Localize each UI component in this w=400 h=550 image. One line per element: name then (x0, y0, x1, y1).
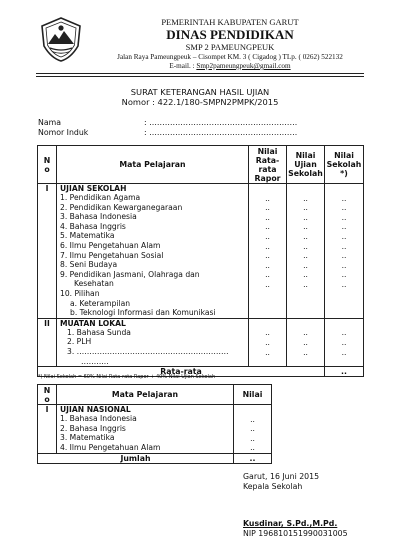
document-title: SURAT KETERANGAN HASIL UJIAN (130, 87, 270, 97)
letterhead-rule-thick (36, 73, 364, 74)
section2-school-values: .. .. .. (325, 318, 364, 366)
table2-header-score: Nilai (234, 385, 272, 405)
table1-section-2 (38, 318, 364, 366)
list-item: 2. Pendidikan Kewarganegaraan (60, 202, 183, 212)
table2-header-subject: Mata Pelajaran (57, 385, 234, 405)
table2-total-row (38, 453, 272, 463)
table1-header-exam: Nilai Ujian Sekolah (287, 146, 325, 184)
table1-total-label: Rata-rata (38, 367, 325, 377)
section1-no: I (38, 184, 57, 319)
list-item: 5. Matematika (60, 231, 115, 241)
section2-report-values: .. .. .. (249, 318, 287, 366)
section2-list (57, 328, 248, 366)
list-item: 6. Ilmu Pengetahuan Alam (60, 240, 161, 250)
list-item: 9. Pendidikan Jasmani, Olahraga dan (60, 269, 200, 279)
section1-subjects (57, 184, 249, 319)
table1-total-value: .. (325, 367, 364, 377)
table2-header-row (38, 385, 272, 405)
list-item: 1. Pendidikan Agama (60, 193, 141, 202)
table2-total-value: .. (234, 453, 272, 463)
section1-list (57, 193, 248, 318)
signature-position: Kepala Sekolah (243, 482, 303, 491)
letterhead-email-line (60, 62, 400, 70)
letterhead-department: DINAS PENDIDIKAN (166, 27, 294, 42)
list-item: 4. Ilmu Pengetahuan Alam (60, 442, 161, 452)
signature-nip: NIP 196810151990031005 (243, 529, 348, 538)
identity-name-row (38, 118, 298, 127)
section1-school-values: .. .. .. .. .. .. .. .. .. .. (325, 184, 364, 319)
nis-label: Nomor Induk (38, 128, 89, 137)
table2-total-label: Jumlah (38, 453, 234, 463)
section1-report-values: .. .. .. .. .. .. .. .. .. .. (249, 184, 287, 319)
list-item: ……….. (81, 356, 109, 366)
list-item: 3. …………………………………………………… (67, 346, 229, 356)
email-label: E-mail. : (169, 62, 195, 70)
table2-section-no: I (38, 405, 57, 454)
table2-score-values: .. .. .. .. (234, 405, 272, 454)
table2-subjects (57, 405, 234, 454)
name-label: Nama (38, 118, 61, 127)
table1-section-1 (38, 184, 364, 319)
section2-no: II (38, 318, 57, 366)
table1-header-report: Nilai Rata-rata Rapor (249, 146, 287, 184)
letterhead-school: SMP 2 PAMEUNGPEUK (185, 42, 275, 52)
signature-name: Kusdinar, S.Pd.,M.Pd. (243, 519, 338, 528)
table2-section (38, 405, 272, 454)
school-exam-table (37, 145, 364, 377)
table2-section-title: UJIAN NASIONAL (60, 405, 131, 414)
section1-exam-values: .. .. .. .. .. .. .. .. .. .. (287, 184, 325, 319)
list-item: 10. Pilihan (60, 288, 100, 298)
list-item: a. Keterampilan (70, 298, 131, 308)
list-item: 3. Matematika (60, 433, 115, 443)
table1-header-school: Nilai Sekolah *) (325, 146, 364, 184)
list-item: 4. Bahasa Inggris (60, 221, 126, 231)
name-value: : ………………………………………………… (144, 118, 298, 127)
list-item: 2. PLH (67, 337, 92, 347)
section2-exam-values: .. .. .. (287, 318, 325, 366)
list-item: Kesehatan (74, 279, 114, 289)
document-number: Nomor : 422.1/180-SMPN2PMPK/2015 (121, 97, 279, 107)
table2-list (57, 414, 233, 452)
letterhead-government: PEMERINTAH KABUPATEN GARUT (161, 17, 299, 27)
list-item: 1. Bahasa Sunda (67, 327, 131, 337)
section1-title: UJIAN SEKOLAH (60, 184, 127, 193)
school-score-note: *) Nilai Sekolah = 60% Nilai Rata-rata Rapor + 40% Nilai Ujian Sekolah (38, 374, 216, 380)
list-item: 7. Ilmu Pengetahuan Sosial (60, 250, 164, 260)
table2-header-no: No (38, 385, 57, 405)
nis-value: : ………………………………………………… (144, 128, 298, 137)
table1-header-no: No (38, 146, 57, 184)
national-exam-table (37, 384, 272, 464)
letterhead-address: Jalan Raya Pameungpeuk – Cisompet KM. 3 ( Cigadog ) TLp. ( 0262) 522132 (117, 53, 343, 61)
letterhead-rule-thin (36, 76, 364, 77)
identity-nis-row (38, 128, 298, 137)
list-item: b. Teknologi Informasi dan Komunikasi (70, 308, 216, 318)
table1-header-subject: Mata Pelajaran (57, 146, 249, 184)
list-item: 1. Bahasa Indonesia (60, 414, 137, 423)
list-item: 2. Bahasa Inggris (60, 423, 126, 433)
list-item: 3. Bahasa Indonesia (60, 212, 137, 222)
section2-subjects (57, 318, 249, 366)
table1-header-row (38, 146, 364, 184)
section2-title: MUATAN LOKAL (60, 318, 126, 328)
list-item: 8. Seni Budaya (60, 260, 118, 270)
email-link[interactable]: Smp2pameungpeuk@gmail.com (196, 62, 291, 70)
signature-place-date: Garut, 16 Juni 2015 (243, 472, 320, 481)
